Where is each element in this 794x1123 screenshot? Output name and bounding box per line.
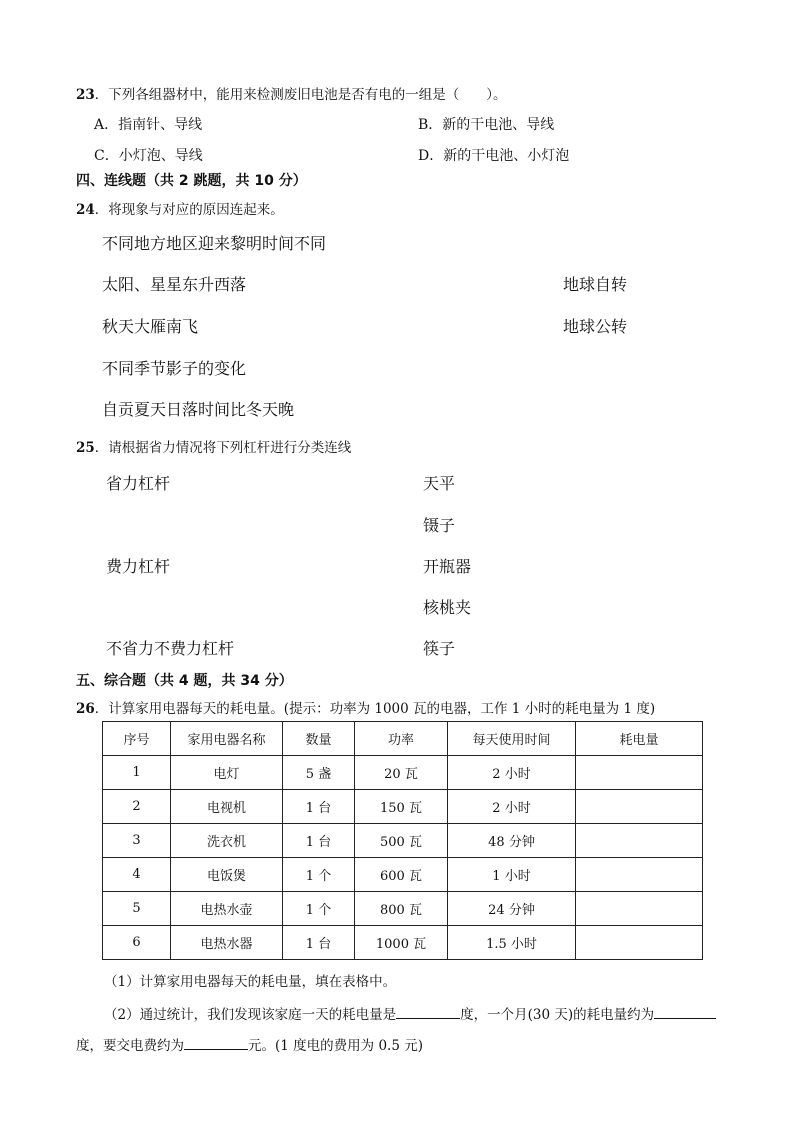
q24-right-item[interactable]: 地球公转 [563,317,628,336]
sub-question-2-text: 度，一个月(30 天)的耗电量约为 [460,1007,655,1023]
table-cell: 4 [103,858,171,892]
sub-question-2-text: （2）通过统计，我们发现该家庭一天的耗电量是 [104,1007,397,1023]
table-cell: 1 台 [283,926,355,960]
table-row [103,926,703,960]
q25-right-item[interactable]: 核桃夹 [423,598,472,617]
table-cell: 1 台 [283,824,355,858]
table-header: 家用电器名称 [171,722,283,756]
answer-blank[interactable] [396,1004,460,1019]
question-25 [76,436,351,456]
table-cell: 800 瓦 [355,892,448,926]
sub-question-2 [104,1003,716,1023]
section-5-title: 五、综合题（共 4 题，共 34 分） [76,673,293,689]
q24-left-item[interactable]: 不同地方地区迎来黎明时间不同 [102,234,327,253]
table-cell: 2 小时 [448,790,576,824]
table-cell: 24 分钟 [448,892,576,926]
table-cell: 电热水器 [171,926,283,960]
answer-cell[interactable] [576,926,703,960]
question-text: ．下列各组器材中，能用来检测废旧电池是否有电的一组是（ ）。 [94,87,507,103]
q24-left-item[interactable]: 秋天大雁南飞 [102,317,199,336]
q24-right-item[interactable]: 地球自转 [563,275,628,294]
sub-question-2-continued [76,1034,423,1054]
q24-left-item[interactable]: 自贡夏天日落时间比冬天晚 [102,400,295,419]
option-c[interactable]: C．小灯泡、导线 [94,148,203,164]
section-4-title: 四、连线题（共 2 跳题，共 10 分） [76,173,307,189]
table-cell: 1000 瓦 [355,926,448,960]
table-cell: 1 小时 [448,858,576,892]
answer-cell[interactable] [576,892,703,926]
question-number: 26 [76,701,95,717]
table-cell: 电灯 [171,756,283,790]
question-24 [76,198,284,218]
q25-right-item[interactable]: 镊子 [423,516,456,535]
table-header: 每天使用时间 [448,722,576,756]
table-cell: 1 台 [283,790,355,824]
table-cell: 500 瓦 [355,824,448,858]
answer-cell[interactable] [576,824,703,858]
table-cell: 2 小时 [448,756,576,790]
sub-question-1: （1）计算家用电器每天的耗电量，填在表格中。 [104,974,397,990]
table-cell: 5 [103,892,171,926]
q24-left-item[interactable]: 太阳、星星东升西落 [102,275,247,294]
sub-question-2-text: 元。(1 度电的费用为 0.5 元) [248,1038,423,1054]
table-cell: 1 [103,756,171,790]
table-header: 序号 [103,722,171,756]
question-23 [76,83,507,103]
table-row [103,858,703,892]
table-cell: 电视机 [171,790,283,824]
table-cell: 电热水壶 [171,892,283,926]
q25-left-item[interactable]: 费力杠杆 [106,557,171,576]
question-number: 24 [76,202,95,218]
question-number: 25 [76,440,95,456]
q25-right-item[interactable]: 天平 [423,474,456,493]
table-row [103,824,703,858]
sub-question-2-text: 度，要交电费约为 [76,1038,184,1054]
answer-blank[interactable] [184,1035,248,1050]
answer-blank[interactable] [654,1004,716,1019]
table-cell: 48 分钟 [448,824,576,858]
question-text: ．计算家用电器每天的耗电量。(提示：功率为 1000 瓦的电器，工作 1 小时的耗电量为 1 度) [94,701,656,717]
question-text: ．请根据省力情况将下列杠杆进行分类连线 [94,440,352,456]
table-row [103,756,703,790]
answer-cell[interactable] [576,790,703,824]
table-cell: 洗衣机 [171,824,283,858]
table-header: 数量 [283,722,355,756]
table-cell: 1 个 [283,858,355,892]
question-number: 23 [76,87,95,103]
option-b[interactable]: B．新的干电池、导线 [418,117,555,133]
q25-right-item[interactable]: 筷子 [423,639,456,658]
q24-left-item[interactable]: 不同季节影子的变化 [102,359,247,378]
table-cell: 1 个 [283,892,355,926]
table-row [103,892,703,926]
option-a[interactable]: A．指南针、导线 [94,117,203,133]
q25-left-item[interactable]: 省力杠杆 [106,474,171,493]
q25-left-item[interactable]: 不省力不费力杠杆 [106,639,235,658]
table-cell: 1.5 小时 [448,926,576,960]
table-cell: 20 瓦 [355,756,448,790]
option-d[interactable]: D．新的干电池、小灯泡 [418,148,570,164]
answer-cell[interactable] [576,858,703,892]
answer-cell[interactable] [576,756,703,790]
q25-right-item[interactable]: 开瓶器 [423,557,472,576]
table-row [103,790,703,824]
table-header-row [103,722,703,756]
table-header: 功率 [355,722,448,756]
question-26 [76,697,655,717]
table-cell: 5 盏 [283,756,355,790]
question-text: ．将现象与对应的原因连起来。 [94,202,284,218]
table-cell: 150 瓦 [355,790,448,824]
table-cell: 2 [103,790,171,824]
table-cell: 电饭煲 [171,858,283,892]
table-header: 耗电量 [576,722,703,756]
table-cell: 600 瓦 [355,858,448,892]
table-cell: 6 [103,926,171,960]
table-cell: 3 [103,824,171,858]
energy-table [102,721,703,960]
